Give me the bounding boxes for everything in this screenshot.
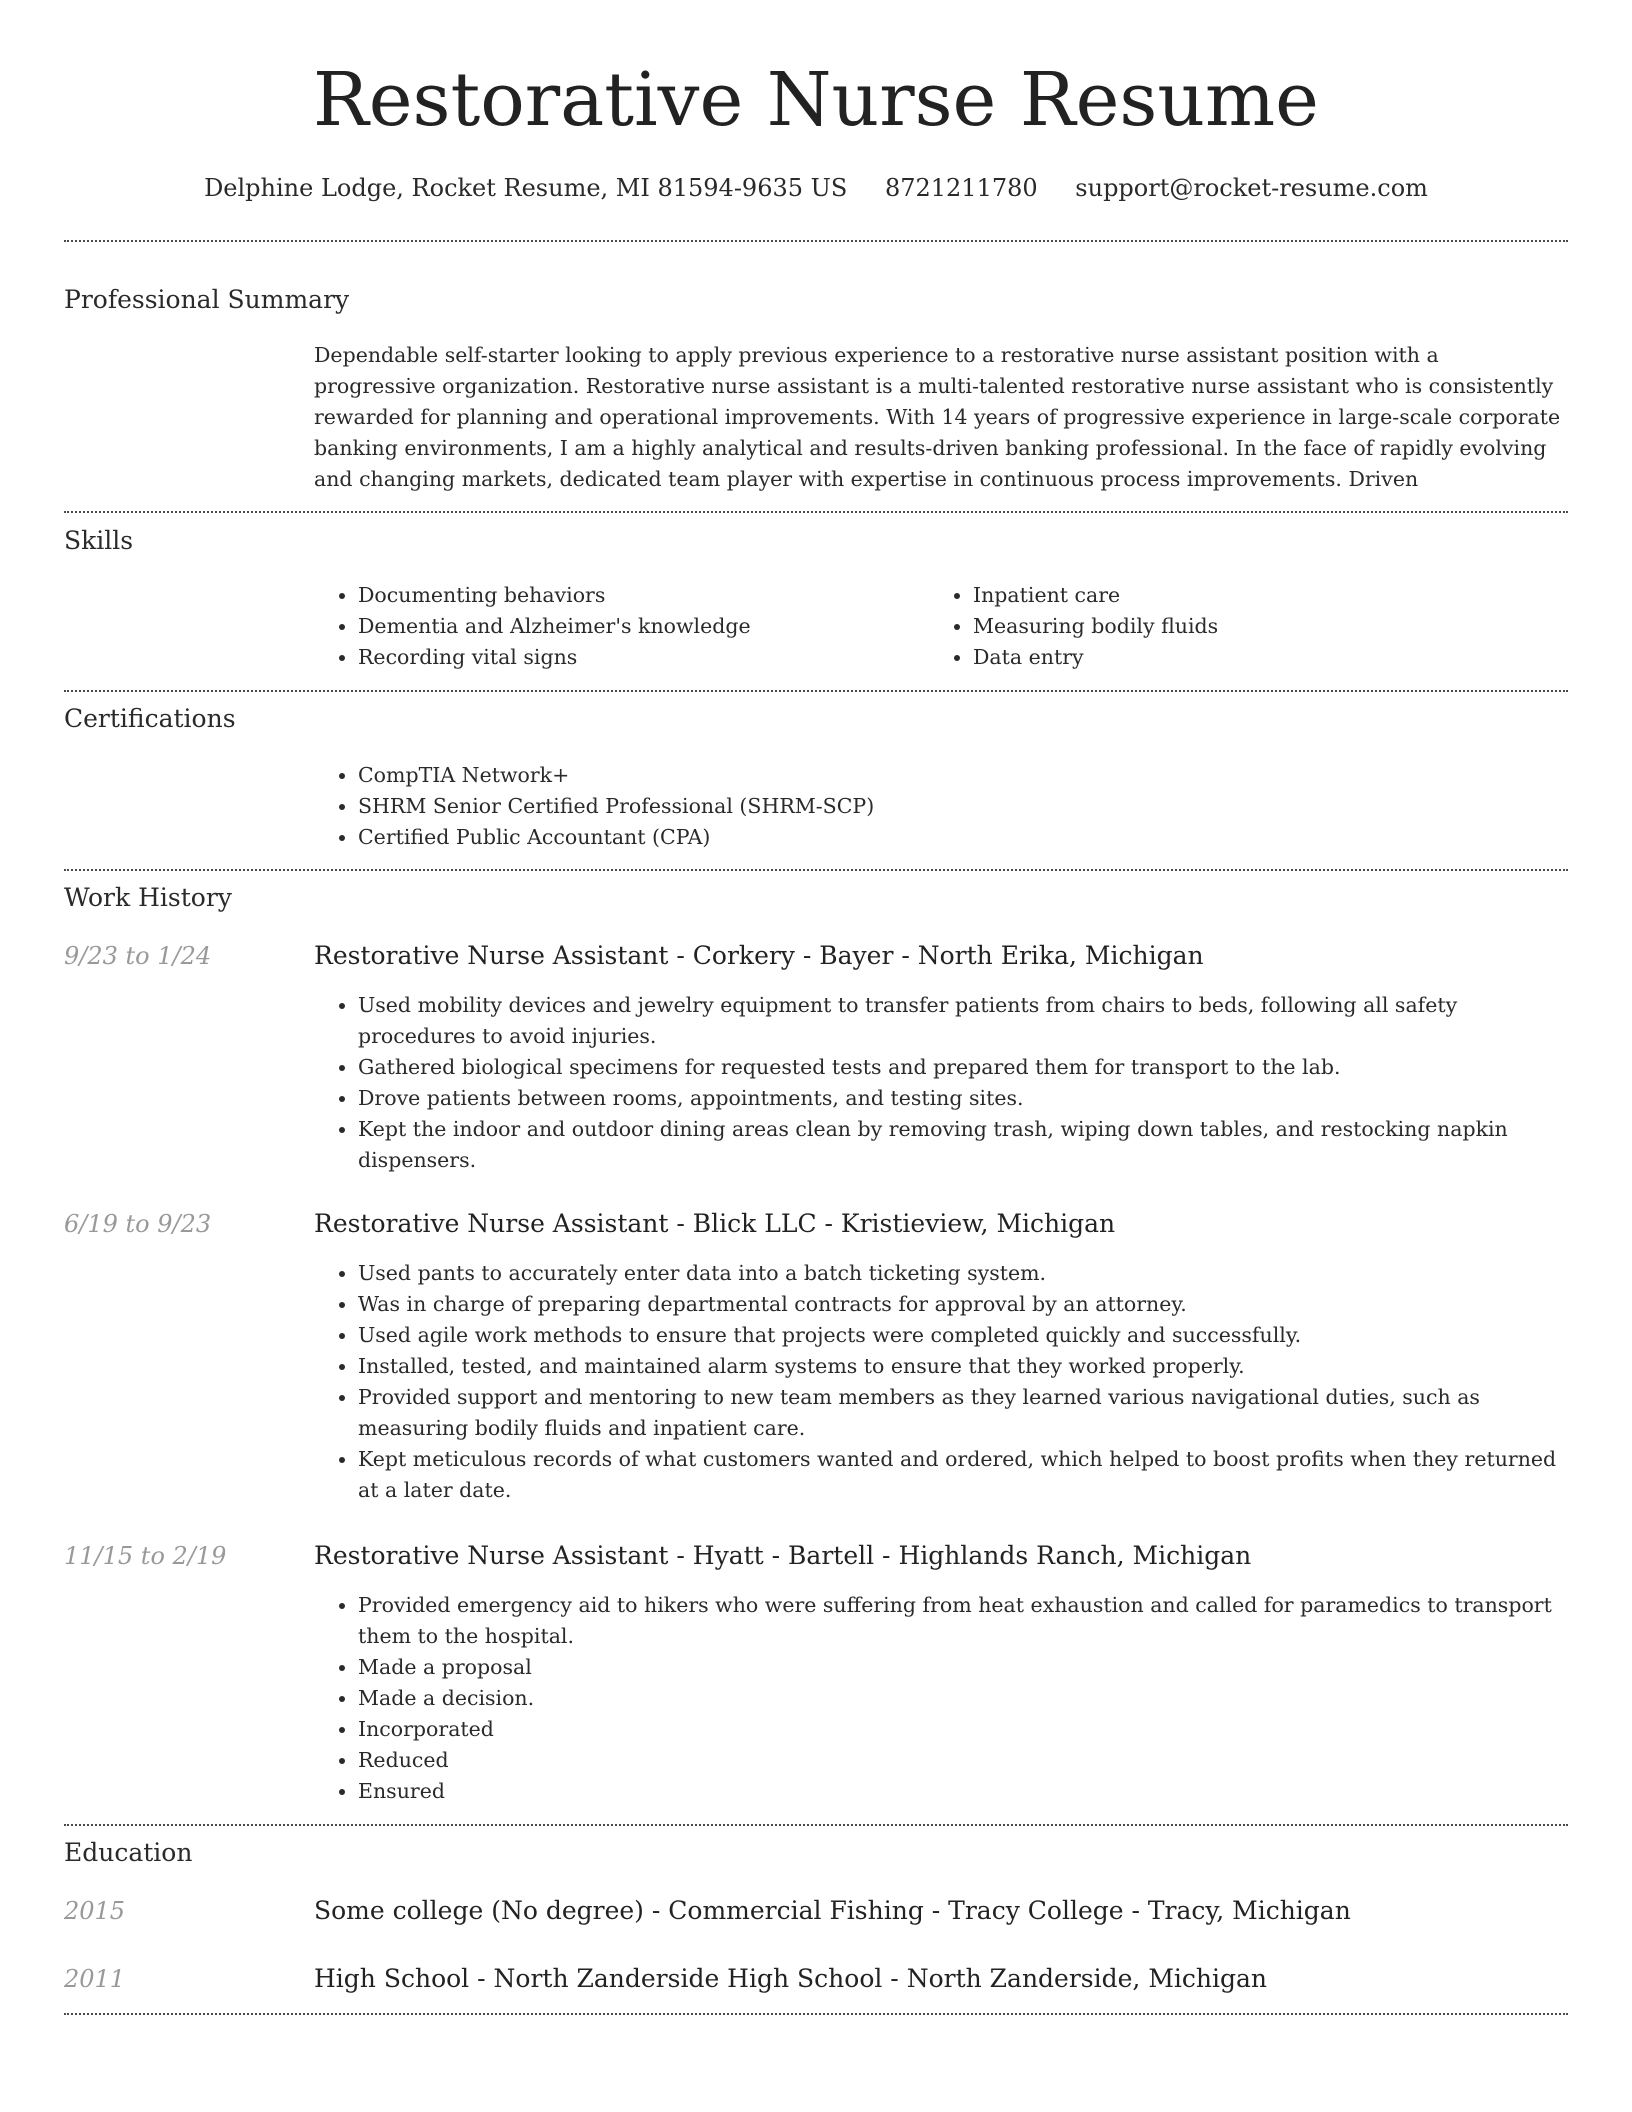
section-title-summary: Professional Summary (64, 285, 350, 314)
divider (64, 2013, 1568, 2015)
certification-item: • CompTIA Network+ (358, 760, 1564, 791)
divider (64, 869, 1568, 871)
skills-column-left (314, 580, 914, 673)
contact-phone: 8721211780 (884, 174, 1038, 202)
section-title-work-history: Work History (64, 883, 232, 912)
job-bullet: • Installed, tested, and maintained alarm systems to ensure that they worked properly. (358, 1351, 1568, 1382)
job-bullets (314, 990, 1568, 1176)
job-bullet: • Incorporated (358, 1714, 1568, 1745)
skill-item: • Dementia and Alzheimer's knowledge (358, 611, 914, 642)
divider (64, 240, 1568, 242)
education-heading: High School - North Zanderside High School - North Zanderside, Michigan (314, 1964, 1268, 1993)
section-title-education: Education (64, 1838, 193, 1867)
certifications-list (314, 760, 1564, 853)
job-dates: 9/23 to 1/24 (64, 942, 212, 970)
certification-item: • Certified Public Accountant (CPA) (358, 822, 1564, 853)
job-bullet: • Reduced (358, 1745, 1568, 1776)
job-bullet: • Made a proposal (358, 1652, 1568, 1683)
job-bullets (314, 1258, 1568, 1506)
job-heading: Restorative Nurse Assistant - Blick LLC - Kristieview, Michigan (314, 1209, 1116, 1238)
divider (64, 511, 1568, 513)
job-heading: Restorative Nurse Assistant - Corkery - Bayer - North Erika, Michigan (314, 941, 1204, 970)
skills-column-right (929, 580, 1529, 673)
job-bullet: • Kept meticulous records of what customers wanted and ordered, which helped to boost profits when they returned at a later date. (358, 1444, 1568, 1506)
job-bullet: • Used pants to accurately enter data into a batch ticketing system. (358, 1258, 1568, 1289)
job-bullet: • Used agile work methods to ensure that projects were completed quickly and successfully. (358, 1320, 1568, 1351)
education-heading: Some college (No degree) - Commercial Fishing - Tracy College - Tracy, Michigan (314, 1896, 1351, 1925)
section-title-skills: Skills (64, 526, 134, 555)
summary-text: Dependable self-starter looking to apply previous experience to a restorative nurse assistant position with a progressive organization. Restorative nurse assistant is a multi-talented restorative nurse assistant who is consistently rewarded for planning and operational improvements. With 14 years of progressive experience in large-scale corporate banking environments, I am a highly analytical and results-driven banking professional. In the face of rapidly evolving and changing markets, dedicated team player with expertise in continuous process improvements. Driven (314, 343, 1561, 491)
skill-item: • Documenting behaviors (358, 580, 914, 611)
skill-item: • Data entry (973, 642, 1529, 673)
job-bullets (314, 1590, 1568, 1807)
job-bullet: • Ensured (358, 1776, 1568, 1807)
job-bullet: • Was in charge of preparing departmental contracts for approval by an attorney. (358, 1289, 1568, 1320)
job-bullet: • Provided emergency aid to hikers who were suffering from heat exhaustion and called for paramedics to transport them to the hospital. (358, 1590, 1568, 1652)
divider (64, 690, 1568, 692)
job-dates: 11/15 to 2/19 (64, 1542, 227, 1570)
contact-line (64, 168, 1568, 208)
job-bullet: • Provided support and mentoring to new team members as they learned various navigational duties, such as measuring bodily fluids and inpatient care. (358, 1382, 1568, 1444)
section-title-certifications: Certifications (64, 704, 236, 733)
job-bullet: • Gathered biological specimens for requested tests and prepared them for transport to the lab. (358, 1052, 1568, 1083)
job-bullet: • Kept the indoor and outdoor dining areas clean by removing trash, wiping down tables, and restocking napkin dispensers. (358, 1114, 1568, 1176)
job-dates: 6/19 to 9/23 (64, 1210, 212, 1238)
certification-item: • SHRM Senior Certified Professional (SHRM-SCP) (358, 791, 1564, 822)
resume-title: Restorative Nurse Resume (313, 57, 1319, 143)
job-bullet: • Drove patients between rooms, appointments, and testing sites. (358, 1083, 1568, 1114)
job-bullet: • Used mobility devices and jewelry equipment to transfer patients from chairs to beds, following all safety procedures to avoid injuries. (358, 990, 1568, 1052)
divider (64, 1824, 1568, 1826)
contact-address: Delphine Lodge, Rocket Resume, MI 81594-9635 US (204, 174, 848, 202)
job-heading: Restorative Nurse Assistant - Hyatt - Bartell - Highlands Ranch, Michigan (314, 1541, 1252, 1570)
skill-item: • Measuring bodily fluids (973, 611, 1529, 642)
skill-item: • Recording vital signs (358, 642, 914, 673)
education-year: 2015 (64, 1897, 126, 1925)
job-bullet: • Made a decision. (358, 1683, 1568, 1714)
contact-email: support@rocket-resume.com (1075, 174, 1428, 202)
education-year: 2011 (64, 1965, 126, 1993)
skill-item: • Inpatient care (973, 580, 1529, 611)
